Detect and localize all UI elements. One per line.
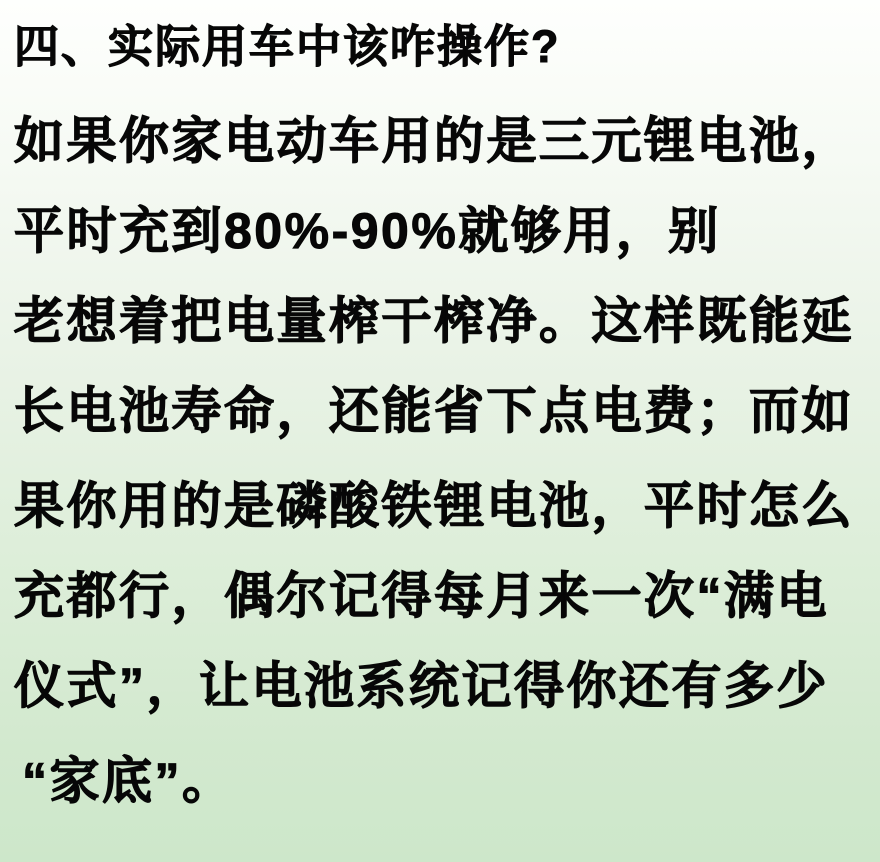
paragraph-line: 果你用的是磷酸铁锂电池，平时怎么	[14, 478, 854, 534]
paragraph-line: 充都行，偶尔记得每月来一次“满电	[14, 568, 829, 624]
paragraph-line: 仪式”，让电池系统记得你还有多少	[14, 658, 829, 714]
paragraph-line: 老想着把电量榨干榨净。这样既能延	[14, 293, 854, 349]
paragraph-line: 长电池寿命，还能省下点电费；而如	[14, 383, 854, 439]
paragraph-line: “家底”。	[22, 753, 235, 809]
section-heading: 四、实际用车中该咋操作?	[14, 21, 561, 72]
paragraph-line: 平时充到80%-90%就够用，别	[14, 203, 721, 259]
paragraph-line: 如果你家电动车用的是三元锂电池，	[14, 113, 854, 169]
